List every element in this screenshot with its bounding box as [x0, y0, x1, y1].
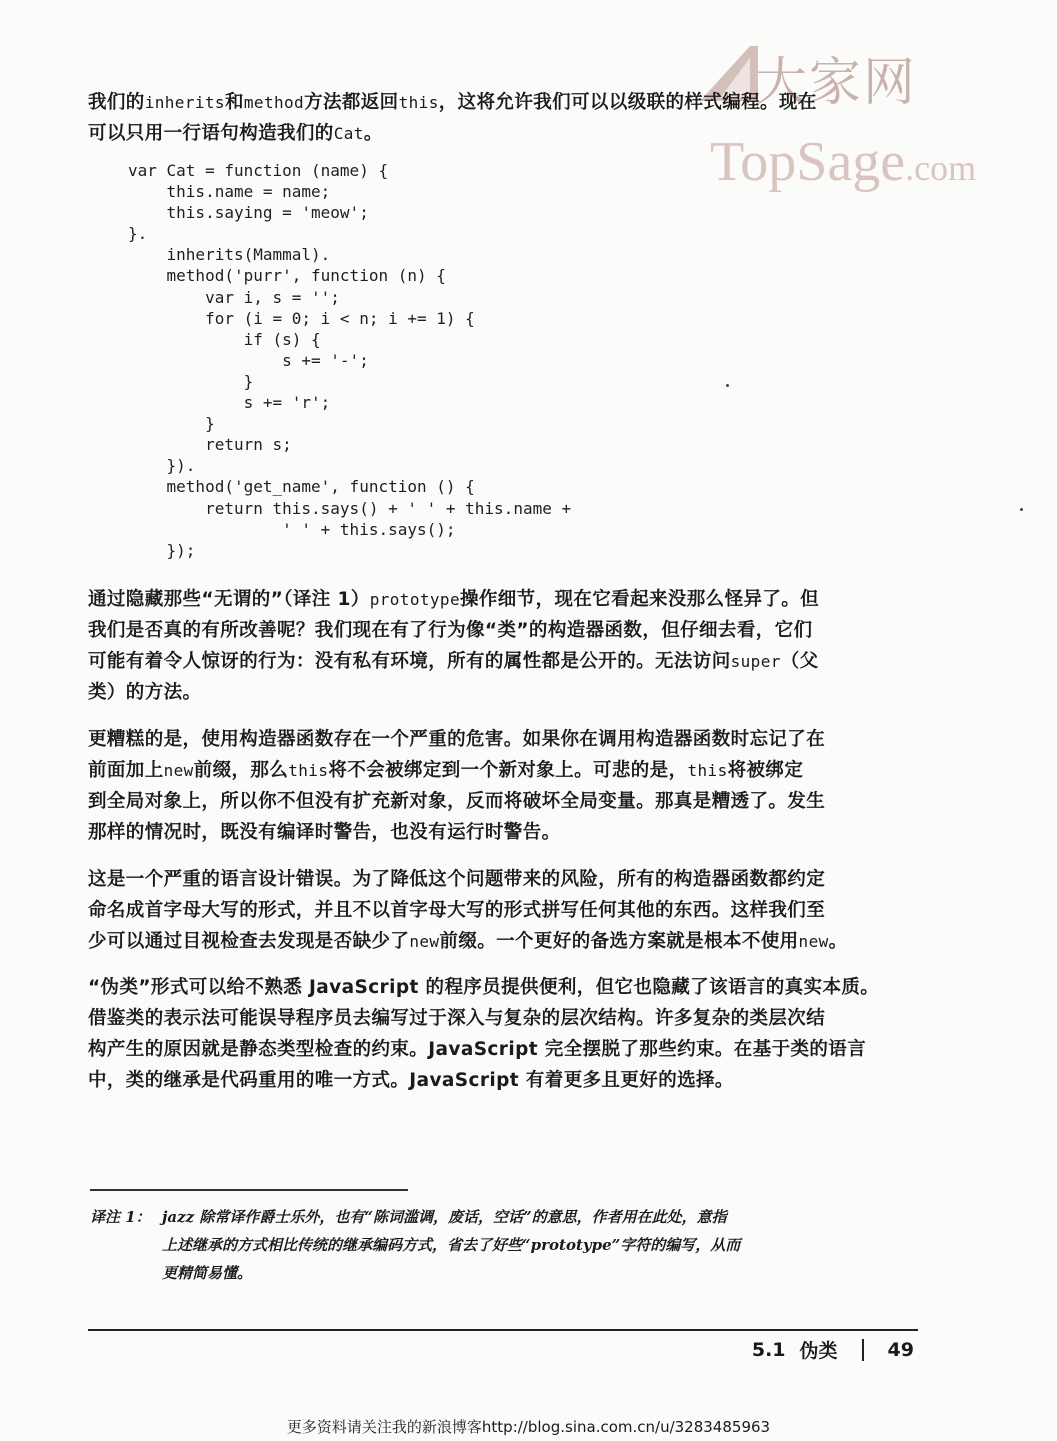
- code-line: inherits(Mammal).: [128, 245, 331, 265]
- footnote-line: 更精简易懂。: [162, 1264, 253, 1282]
- code-block: [128, 160, 571, 561]
- code-line: }.: [128, 224, 148, 244]
- watermark-cn-text: 大家网: [755, 53, 918, 113]
- paragraph-pseudoclassical: “伪类”形式可以给不熟悉 JavaScript 的程序员提供便利，但它也隐藏了该语言的真实本质。 借鉴类的表示法可能误导程序员去编写过于深入与复杂的层次结构。许多复杂的类层次结 构产生的原因就是静态类型检查的约束。JavaScript 完全摆脱了那些约束。在基于类的语言 中，类的继承是代码重用的唯一方式。JavaScript 有着更多且更好的选择。: [88, 977, 880, 1091]
- scan-speck: [726, 384, 729, 387]
- code-line: return this.says() + ' ' + this.name +: [128, 498, 572, 518]
- paragraph-prototype: 通过隐藏那些“无谓的”（译注 1）prototype操作细节，现在它看起来没那么怪异了。但 我们是否真的有所改善呢？我们现在有了行为像“类”的构造器函数，但仔细去看，它们 可能有着令人惊讶的行为：没有私有环境，所有的属性都是公开的。无法访问super（父 类）的方法。: [88, 589, 820, 703]
- footer-divider: [88, 1329, 918, 1331]
- scan-speck: [1020, 508, 1023, 511]
- page-footer: [752, 1336, 914, 1363]
- code-line: }: [128, 371, 254, 391]
- code-line: method('purr', function (n) {: [128, 266, 446, 286]
- paragraph-constructor-hazard: 更糟糕的是，使用构造器函数存在一个严重的危害。如果你在调用构造器函数时忘记了在 前面加上new前缀，那么this将不会被绑定到一个新对象上。可悲的是，this将被绑定 到全局对象上，所以你不但没有扩充新对象，反而将破坏全局变量。那真是糟透了。发生 那样的情况时，既没有编译时警告，也没有运行时警告。: [88, 729, 826, 843]
- code-line: s += 'r';: [128, 393, 331, 413]
- section-number: 5.1: [751, 1338, 786, 1361]
- footer-separator: [862, 1339, 864, 1361]
- code-line: method('get_name', function () {: [128, 477, 475, 497]
- blog-link-note: 更多资料请关注我的新浪博客http://blog.sina.com.cn/u/3283485963: [286, 1418, 771, 1436]
- paragraph-design-error: 这是一个严重的语言设计错误。为了降低这个问题带来的风险，所有的构造器函数都约定 命名成首字母大写的形式，并且不以首字母大写的形式拼写任何其他的东西。这样我们至 少可以通过目视检查去发现是否缺少了new前缀。一个更好的备选方案就是根本不使用new。: [88, 869, 848, 952]
- code-line: return s;: [128, 435, 292, 455]
- code-line: var Cat = function (name) {: [128, 161, 389, 180]
- footnote-divider: [90, 1189, 408, 1191]
- code-line: s += '-';: [128, 350, 369, 370]
- code-line: });: [128, 540, 196, 560]
- page-number: 49: [887, 1338, 914, 1361]
- footnote-line: 上述继承的方式相比传统的继承编码方式，省去了好些“prototype”字符的编写，从而: [162, 1236, 741, 1254]
- footnote-line: jazz 除常译作爵士乐外，也有“陈词滥调，废话，空话”的意思，作者用在此处，意指: [162, 1208, 727, 1226]
- intro-paragraph: 我们的inherits和method方法都返回this，这将允许我们可以以级联的样式编程。现在 可以只用一行语句构造我们的Cat。: [88, 92, 817, 144]
- code-line: this.name = name;: [128, 182, 331, 202]
- code-line: for (i = 0; i < n; i += 1) {: [128, 308, 475, 328]
- code-line: var i, s = '';: [128, 287, 340, 307]
- code-line: ' ' + this.says();: [128, 519, 456, 539]
- footnote-label: 译注 1：: [90, 1208, 151, 1226]
- code-line: }: [128, 414, 215, 434]
- code-line: this.saying = 'meow';: [128, 203, 369, 223]
- section-title: 伪类: [799, 1340, 838, 1362]
- code-line: }).: [128, 456, 196, 476]
- watermark-en-text: TopSage.com: [710, 131, 977, 193]
- code-line: if (s) {: [128, 329, 321, 349]
